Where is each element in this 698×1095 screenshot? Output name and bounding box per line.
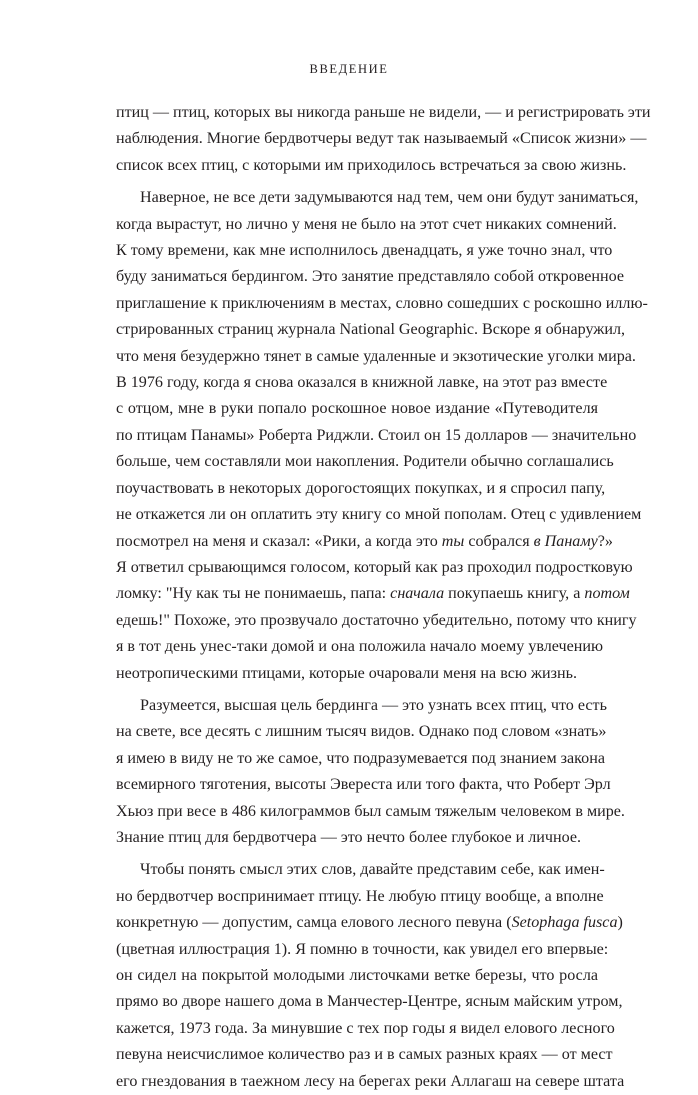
text-line: буду заниматься бердингом. Это занятие представляло собой откровенное bbox=[116, 268, 625, 286]
text-line-italic: ломку: "Ну как ты не понимаешь, папа: сначала покупаешь книгу, а потом bbox=[116, 585, 630, 603]
text-line: певуна неисчислимое количество раз и в самых разных краях — от мест bbox=[116, 1046, 613, 1064]
paragraph-1 bbox=[116, 100, 651, 179]
italic-text: в Панаму bbox=[533, 532, 598, 550]
text-line: поучаствовать в некоторых дорогостоящих покупках, и я спросил папу, bbox=[116, 479, 606, 497]
text-line-italic: конкретную — допустим, самца елового лесного певуна (Setophaga fusca) bbox=[116, 914, 623, 932]
italic-text: сначала bbox=[390, 585, 445, 603]
text-line: Знание птиц для бердвотчера — это нечто более глубокое и личное. bbox=[116, 828, 582, 846]
text-line: Разумеется, высшая цель бердинга — это узнать всех птиц, что есть bbox=[140, 696, 607, 714]
text-line: неотропическими птицами, которые очаровали меня на всю жизнь. bbox=[116, 664, 577, 682]
text-line: что меня безудержно тянет в самые удаленные и экзотические уголки мира. bbox=[116, 347, 636, 365]
text-line: едешь!" Похоже, это прозвучало достаточно убедительно, потому что книгу bbox=[116, 611, 637, 629]
text-line: Наверное, не все дети задумываются над тем, чем они будут заниматься, bbox=[140, 189, 639, 207]
text-line: стрированных страниц журнала National Geographic. Вскоре я обнаружил, bbox=[116, 321, 626, 339]
paragraph-4 bbox=[116, 857, 625, 1095]
text-line: когда вырастут, но лично у меня не было на этот счет никаких сомнений. bbox=[116, 215, 617, 233]
italic-text: Setophaga fusca bbox=[511, 914, 618, 932]
text-line: Чтобы понять смысл этих слов, давайте представим себе, как имен- bbox=[140, 861, 605, 879]
paragraph-2 bbox=[116, 185, 648, 687]
paragraph-3 bbox=[116, 693, 625, 851]
running-head: ВВЕДЕНИЕ bbox=[309, 62, 389, 76]
text-line: кажется, 1973 года. За минувшие с тех пор годы я видел елового лесного bbox=[116, 1019, 615, 1037]
text-line: он сидел на покрытой молодыми листочками ветке березы, что росла bbox=[116, 967, 598, 984]
text-line: прямо во дворе нашего дома в Манчестер-Центре, ясным майским утром, bbox=[116, 993, 623, 1011]
text-line: на свете, все десять с лишним тысяч видов. Однако под словом «знать» bbox=[116, 723, 607, 741]
text-line: не откажется ли он оплатить эту книгу со мной пополам. Отец с удивлением bbox=[116, 506, 642, 524]
text-line: К тому времени, как мне исполнилось двенадцать, я уже точно знал, что bbox=[116, 242, 613, 260]
italic-text: ты bbox=[441, 532, 465, 550]
text-line: список всех птиц, с которыми им приходилось встречаться за свою жизнь. bbox=[116, 156, 627, 174]
text-line: я имею в виду не то же самое, что подразумевается под знанием закона bbox=[116, 749, 605, 767]
text-line-italic: посмотрел на меня и сказал: «Рики, а когда это ты собрался в Панаму?» bbox=[116, 532, 613, 550]
text-line: Хьюз при весе в 486 килограммов был самым тяжелым человеком в мире. bbox=[116, 802, 625, 820]
text-line: больше, чем составляли мои накопления. Родители обычно соглашались bbox=[116, 453, 614, 471]
text-line: (цветная иллюстрация 1). Я помню в точности, как увидел его впервые: bbox=[116, 940, 609, 958]
italic-text: потом bbox=[584, 585, 630, 603]
text-line: птиц — птиц, которых вы никогда раньше не видели, — и регистрировать эти bbox=[116, 104, 651, 121]
text-line: по птицам Панамы» Роберта Риджли. Стоил он 15 долларов — значительно bbox=[116, 426, 637, 444]
text-line: В 1976 году, когда я снова оказался в книжной лавке, на этот раз вместе bbox=[116, 374, 608, 392]
text-line: наблюдения. Многие бердвотчеры ведут так называемый «Список жизни» — bbox=[116, 130, 647, 148]
text-line: приглашение к приключениям в местах, словно сошедших с роскошно иллю- bbox=[116, 294, 648, 312]
text-line: его гнездования в таежном лесу на берегах реки Аллагаш на севере штата bbox=[116, 1072, 625, 1090]
body-text bbox=[116, 100, 651, 1095]
text-line: Я ответил срывающимся голосом, который как раз проходил подростковую bbox=[116, 558, 633, 576]
text-line: я в тот день унес-таки домой и она положила начало моему увлечению bbox=[116, 638, 604, 656]
text-line: всемирного тяготения, высоты Эвереста или того факта, что Роберт Эрл bbox=[116, 776, 611, 794]
text-line: с отцом, мне в руки попало роскошное новое издание «Путеводителя bbox=[116, 400, 598, 418]
text-line: но бердвотчер воспринимает птицу. Не любую птицу вообще, а вполне bbox=[116, 887, 604, 905]
